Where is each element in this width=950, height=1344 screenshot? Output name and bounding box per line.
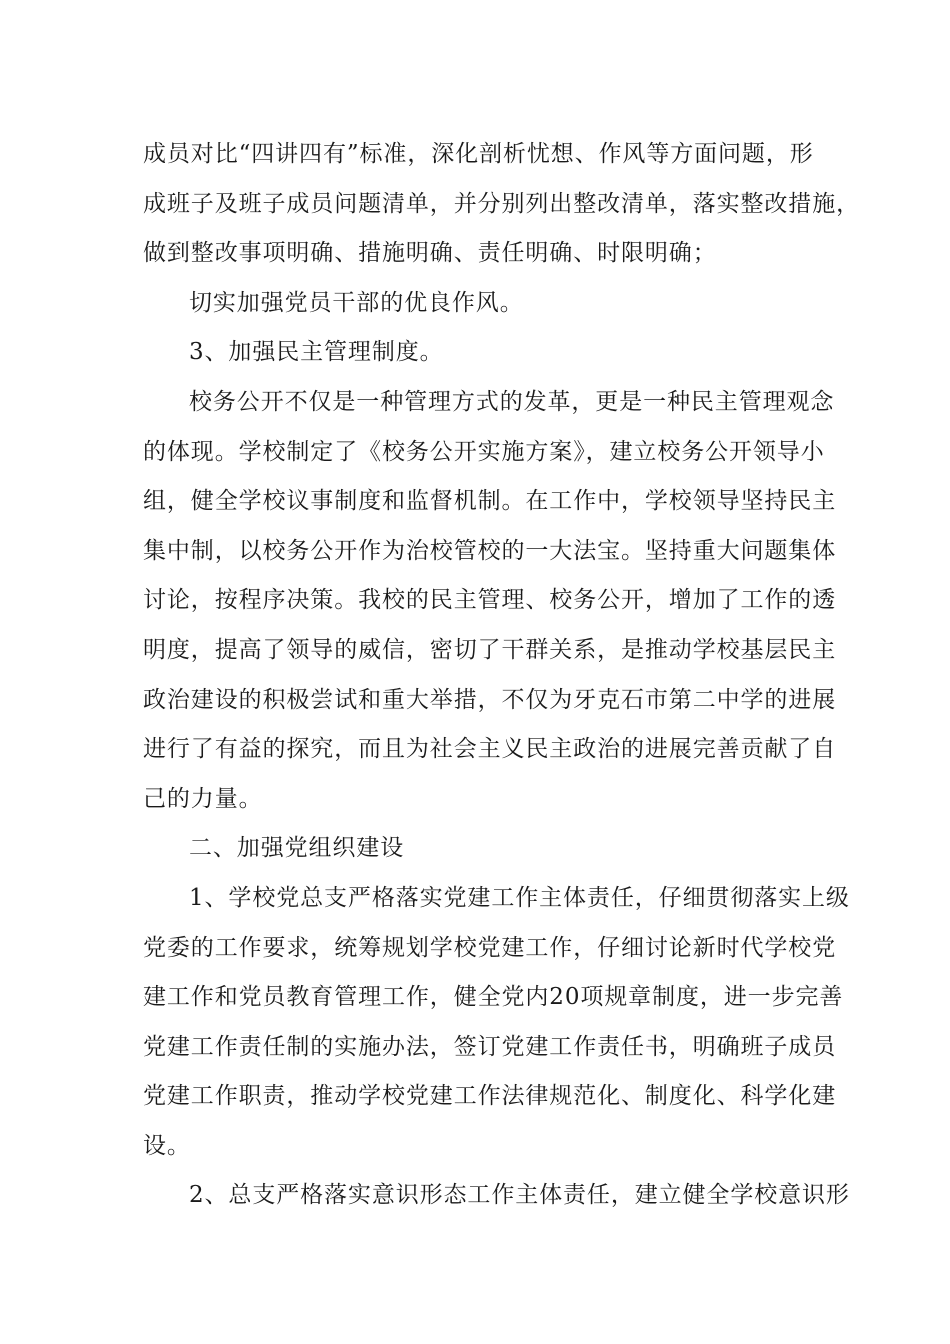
section-heading-democratic-management — [143, 328, 808, 378]
text-line: 己的力量。 — [143, 785, 263, 812]
text-line: 集中制，以校务公开作为治校管校的一大法宝。坚持重大问题集体 — [143, 537, 837, 564]
paragraph-rectification — [143, 130, 860, 279]
paragraph-work-style — [143, 279, 808, 329]
text-line: 建工作和党员教育管理工作，健全党内20项规章制度，进一步完善 — [143, 984, 844, 1011]
text-line: 的体现。学校制定了《校务公开实施方案》，建立校务公开领导小 — [143, 438, 825, 465]
section-heading-party-organization — [143, 824, 808, 874]
text-line: 明度，提高了领导的威信，密切了干群关系，是推动学校基层民主 — [143, 636, 837, 663]
text-line: 设。 — [143, 1132, 191, 1159]
text-line: 讨论，按程序决策。我校的民主管理、校务公开，增加了工作的透 — [143, 587, 837, 614]
text-line: 切实加强党员干部的优良作风。 — [189, 289, 524, 316]
text-line: 成员对比“四讲四有”标准，深化剖析忧想、作风等方面问题，形 — [143, 141, 814, 167]
text-line: 进行了有益的探究，而且为社会主义民主政治的进展完善贡献了自 — [143, 736, 837, 763]
document-body — [143, 130, 860, 1221]
text-line: 党委的工作要求，统筹规划学校党建工作，仔细讨论新时代学校党 — [143, 934, 837, 961]
paragraph-party-branch-responsibility — [143, 874, 850, 1172]
text-line: 3、加强民主管理制度。 — [189, 339, 444, 366]
text-line: 成班子及班子成员问题清单，并分别列出整改清单，落实整改措施， — [143, 190, 860, 217]
text-line: 党建工作责任制的实施办法，签订党建工作责任书，明确班子成员 — [143, 1033, 837, 1060]
text-line: 组，健全学校议事制度和监督机制。在工作中，学校领导坚持民主 — [143, 488, 837, 515]
text-line: 1、学校党总支严格落实党建工作主体责任，仔细贯彻落实上级 — [189, 884, 850, 911]
paragraph-school-affairs-openness — [143, 378, 837, 824]
text-line: 党建工作职责，推动学校党建工作法律规范化、制度化、科学化建 — [143, 1083, 837, 1110]
text-line: 2、总支严格落实意识形态工作主体责任，建立健全学校意识形 — [189, 1182, 850, 1209]
text-line: 政治建设的积极尝试和重大举措，不仅为牙克石市第二中学的进展 — [143, 686, 837, 713]
text-line: 二、加强党组织建设 — [189, 835, 405, 862]
text-line: 做到整改事项明确、措施明确、责任明确、时限明确； — [143, 240, 717, 267]
paragraph-ideology-responsibility — [143, 1171, 850, 1221]
text-line: 校务公开不仅是一种管理方式的发革，更是一种民主管理观念 — [189, 388, 835, 415]
